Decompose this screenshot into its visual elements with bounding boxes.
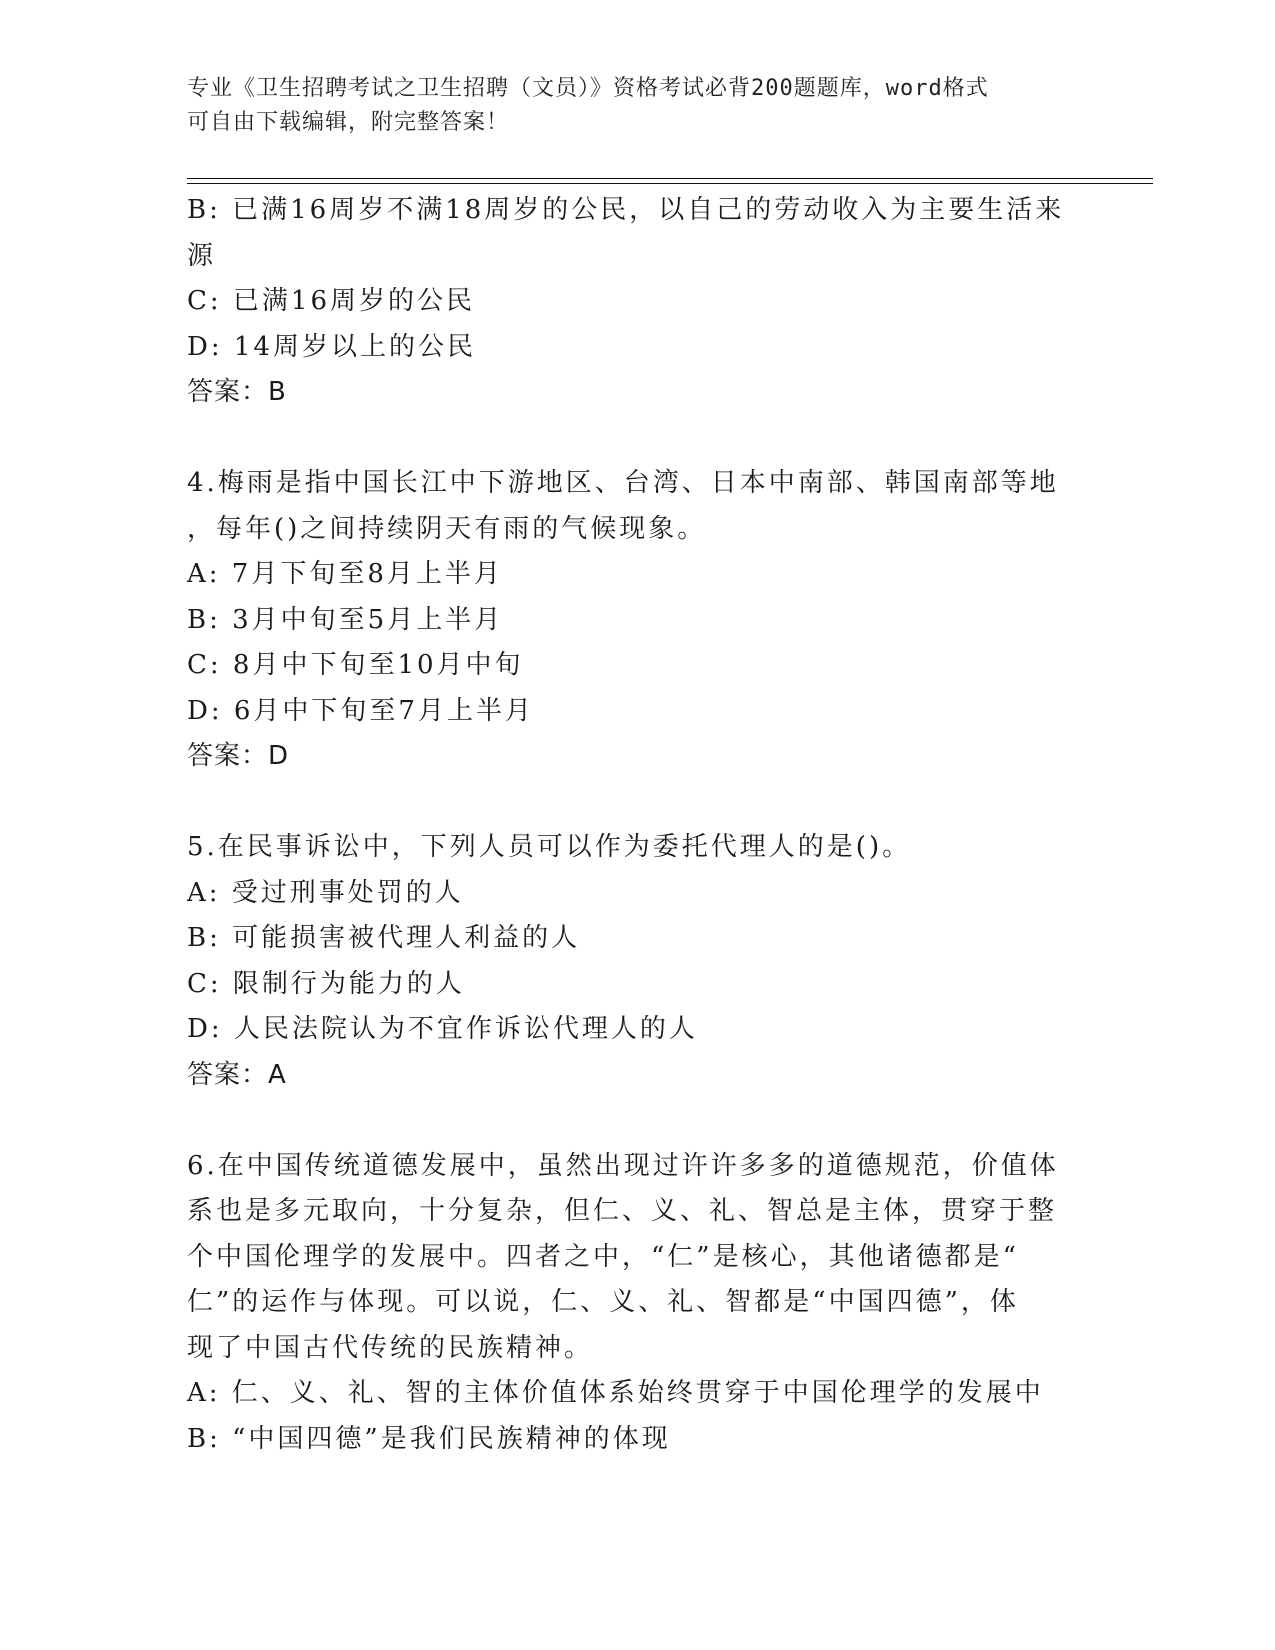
q4-answer: 答案：D xyxy=(187,741,290,771)
q6-stem-line-1: 6.在中国传统道德发展中，虽然出现过许许多多的道德规范，价值体 xyxy=(187,1150,1059,1181)
q5-option-d: D: 人民法院认为不宜作诉讼代理人的人 xyxy=(187,1014,698,1044)
q4-stem-line-2: ，每年()之间持续阴天有雨的气候现象。 xyxy=(187,513,707,544)
question-6 xyxy=(187,1144,1087,1463)
question-3 xyxy=(187,188,1087,416)
document-header xyxy=(187,72,1067,140)
q3-option-b-line-1: B: 已满16周岁不满18周岁的公民，以自己的劳动收入为主要生活来 xyxy=(187,195,1065,225)
q5-option-b: B: 可能损害被代理人利益的人 xyxy=(187,923,581,953)
q5-option-c: C: 限制行为能力的人 xyxy=(187,968,465,999)
question-5 xyxy=(187,825,1087,1098)
q3-option-c: C: 已满16周岁的公民 xyxy=(187,286,476,316)
q4-option-a: A: 7月下旬至8月上半月 xyxy=(187,559,503,589)
q6-option-b: B: “中国四德”是我们民族精神的体现 xyxy=(187,1423,671,1454)
document-body xyxy=(187,188,1087,1462)
q5-option-a: A: 受过刑事处罚的人 xyxy=(187,877,464,908)
q3-answer: 答案：B xyxy=(187,377,287,407)
q6-stem-line-4: 仁”的运作与体现。可以说，仁、义、礼、智都是“中国四德”，体 xyxy=(187,1287,1019,1317)
spacer xyxy=(187,1098,1087,1144)
q3-option-b-line-2: 源 xyxy=(187,240,217,271)
q5-stem: 5.在民事诉讼中，下列人员可以作为委托代理人的是()。 xyxy=(187,832,912,862)
q6-stem-line-2: 系也是多元取向，十分复杂，但仁、义、礼、智总是主体，贯穿于整 xyxy=(187,1196,1058,1226)
q5-answer: 答案：A xyxy=(187,1059,287,1090)
spacer xyxy=(187,780,1087,826)
header-line-1: 专业《卫生招聘考试之卫生招聘（文员）》资格考试必背200题题库，word格式 xyxy=(187,76,989,101)
q6-stem-line-5: 现了中国古代传统的民族精神。 xyxy=(187,1332,594,1363)
q4-option-b: B: 3月中旬至5月上半月 xyxy=(187,604,504,635)
header-divider-top xyxy=(187,178,1153,179)
q4-stem-line-1: 4.梅雨是指中国长江中下游地区、台湾、日本中南部、韩国南部等地 xyxy=(187,468,1059,498)
spacer xyxy=(187,416,1087,462)
q4-option-c: C: 8月中下旬至10月中旬 xyxy=(187,650,524,680)
header-divider-bottom xyxy=(187,183,1153,184)
q6-stem-line-3: 个中国伦理学的发展中。四者之中，“仁”是核心，其他诸德都是“ xyxy=(187,1241,1019,1272)
header-line-2: 可自由下载编辑，附完整答案！ xyxy=(187,110,510,135)
question-4 xyxy=(187,461,1087,780)
q3-option-d: D: 14周岁以上的公民 xyxy=(187,331,476,362)
q4-option-d: D: 6月中下旬至7月上半月 xyxy=(187,695,534,726)
q6-option-a: A: 仁、义、礼、智的主体价值体系始终贯穿于中国伦理学的发展中 xyxy=(187,1378,1044,1408)
